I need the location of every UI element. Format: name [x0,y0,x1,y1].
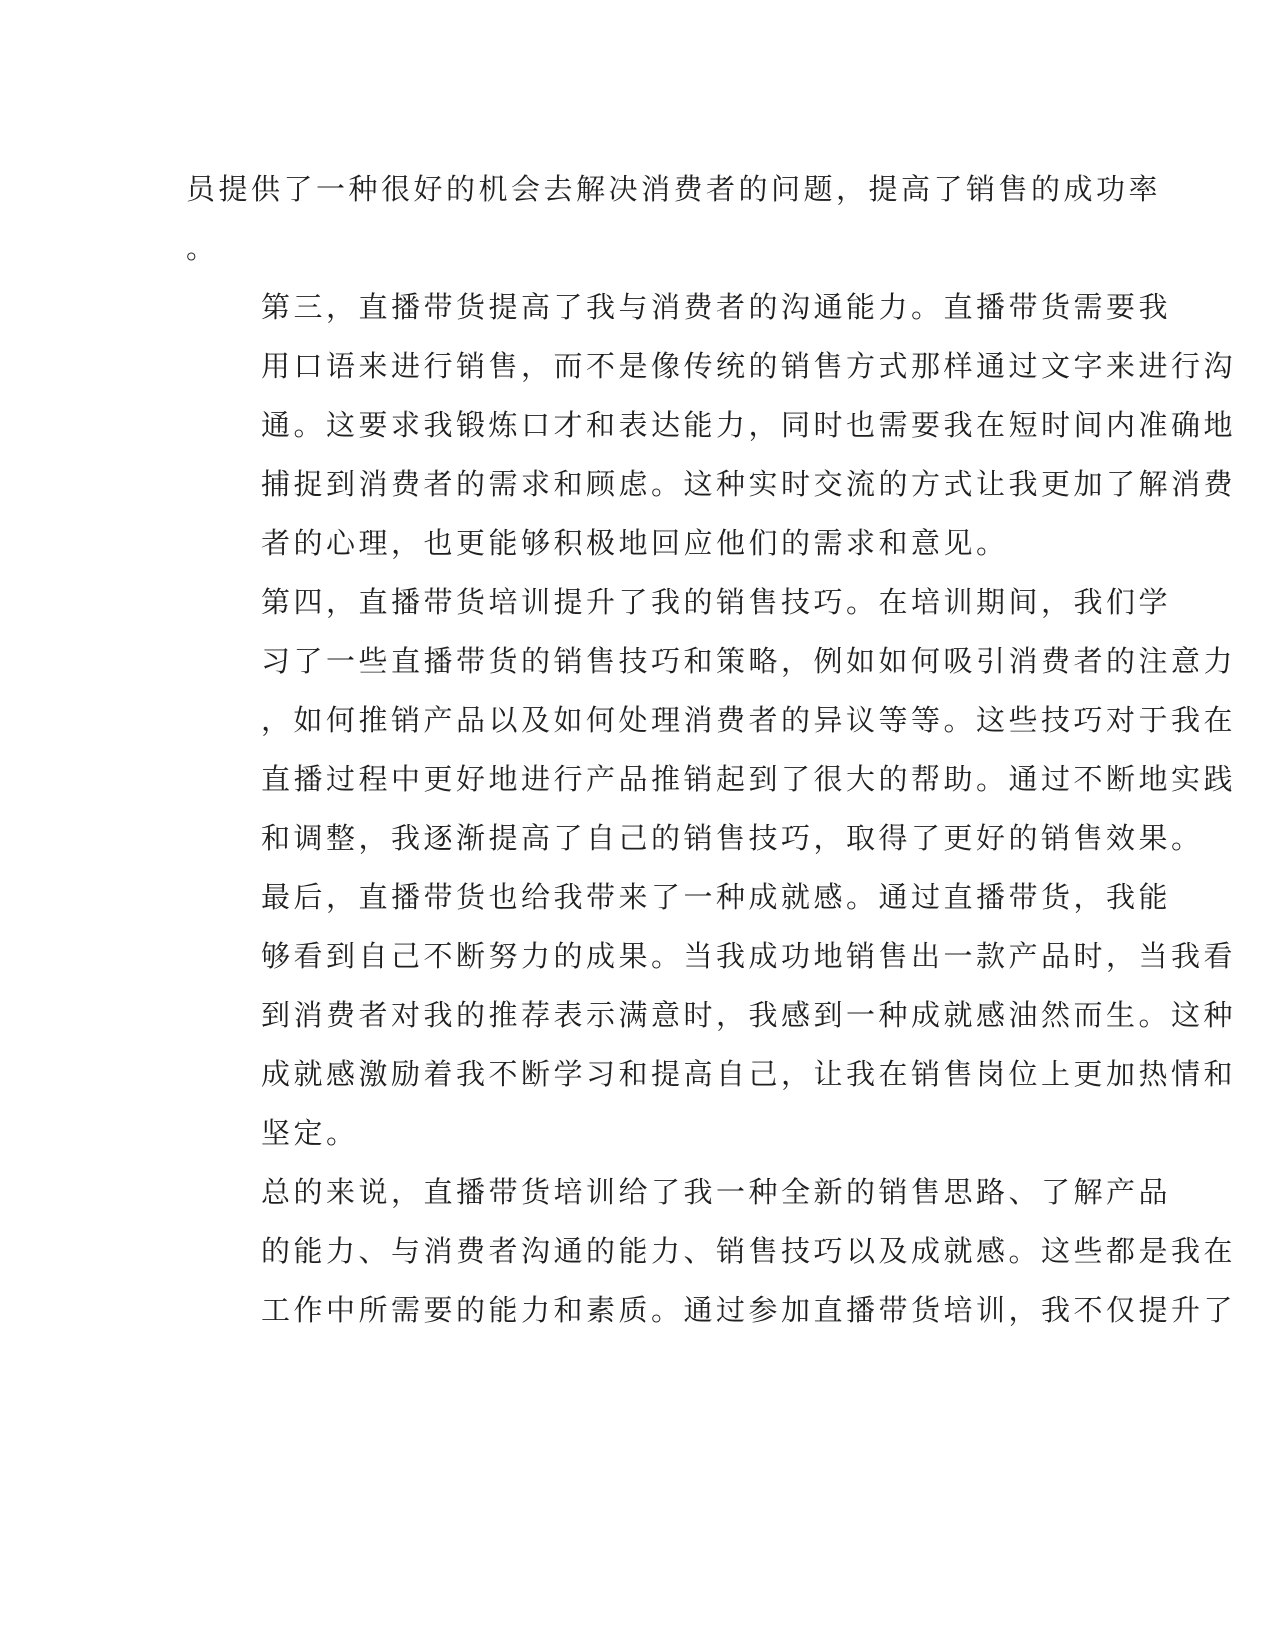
text-line: 第四，直播带货培训提升了我的销售技巧。在培训期间，我们学 [261,585,1172,619]
text-line: 员提供了一种很好的机会去解决消费者的问题，提高了销售的成功率 [186,172,1162,206]
text-line: 捕捉到消费者的需求和顾虑。这种实时交流的方式让我更加了解消费 [261,467,1237,501]
text-line: 到消费者对我的推荐表示满意时，我感到一种成就感油然而生。这种 [261,998,1237,1032]
text-line: 够看到自己不断努力的成果。当我成功地销售出一款产品时，当我看 [261,939,1237,973]
text-line: 通。这要求我锻炼口才和表达能力，同时也需要我在短时间内准确地 [261,408,1237,442]
text-line: 用口语来进行销售，而不是像传统的销售方式那样通过文字来进行沟 [261,349,1237,383]
paragraph-fourth-point [186,573,1237,868]
text-line: 直播过程中更好地进行产品推销起到了很大的帮助。通过不断地实践 [261,762,1237,796]
paragraph-continued [186,160,1162,278]
text-line: 第三，直播带货提高了我与消费者的沟通能力。直播带货需要我 [261,290,1172,324]
body-text [186,160,1237,1340]
text-line: 和调整，我逐渐提高了自己的销售技巧，取得了更好的销售效果。 [261,821,1204,855]
text-line: 习了一些直播带货的销售技巧和策略，例如如何吸引消费者的注意力 [261,644,1237,678]
text-line: 。 [186,231,219,265]
text-line: 成就感激励着我不断学习和提高自己，让我在销售岗位上更加热情和 [261,1057,1237,1091]
text-line: 总的来说，直播带货培训给了我一种全新的销售思路、了解产品 [261,1175,1172,1209]
paragraph-last-point [186,868,1237,1163]
text-line: 者的心理，也更能够积极地回应他们的需求和意见。 [261,526,1009,560]
paragraph-summary [186,1163,1237,1340]
text-line: 的能力、与消费者沟通的能力、销售技巧以及成就感。这些都是我在 [261,1234,1237,1268]
paragraph-third-point [186,278,1237,573]
text-line: 最后，直播带货也给我带来了一种成就感。通过直播带货，我能 [261,880,1172,914]
text-line: 工作中所需要的能力和素质。通过参加直播带货培训，我不仅提升了 [261,1293,1237,1327]
text-line: ，如何推销产品以及如何处理消费者的异议等等。这些技巧对于我在 [261,703,1237,737]
text-line: 坚定。 [261,1116,359,1150]
